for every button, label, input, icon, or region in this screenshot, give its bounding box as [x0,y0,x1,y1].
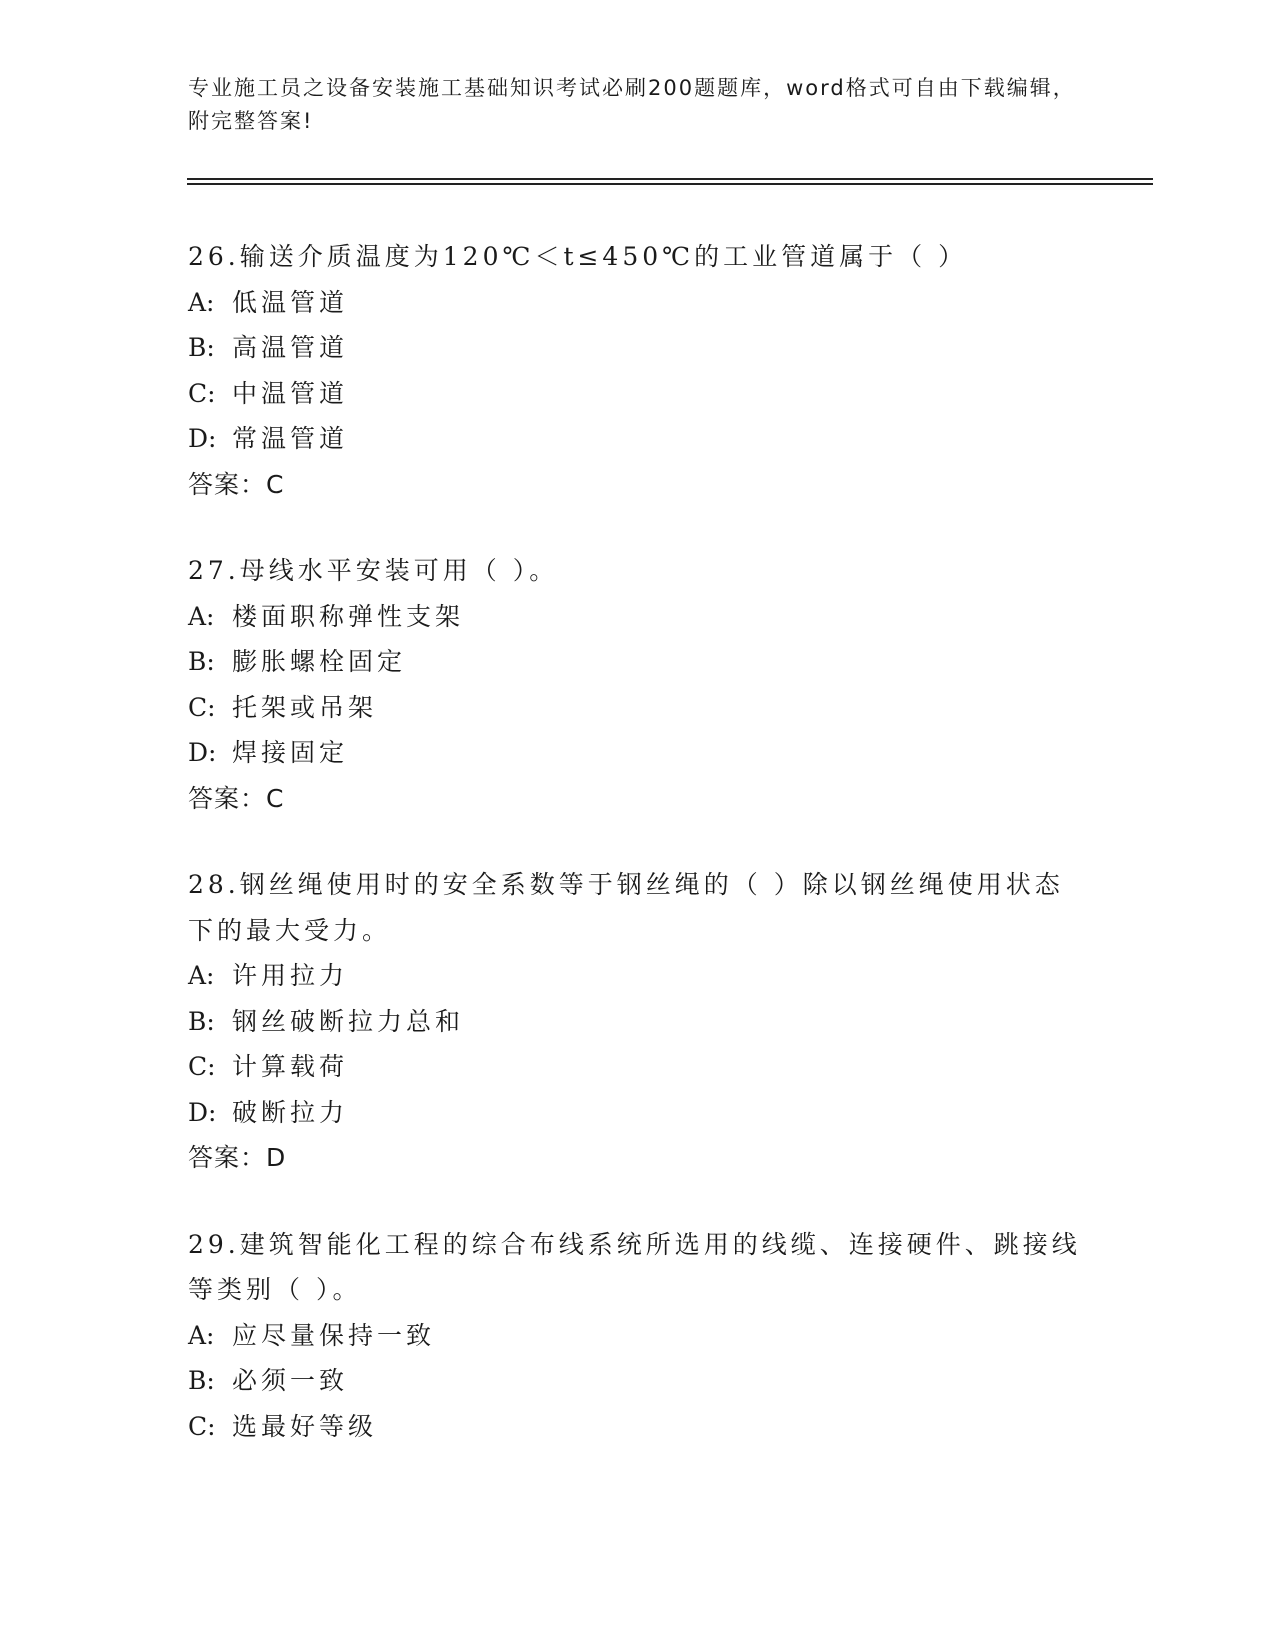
option-d [188,416,1088,462]
question-text: 26.输送介质温度为120℃＜t≤450℃的工业管道属于（ ） [188,242,968,271]
answer-line [188,776,1088,822]
option-b [188,1358,1088,1404]
option-letter: D: [188,738,217,767]
option-letter: A: [188,601,215,631]
option-letter: C: [188,692,216,722]
document-header: 专业施工员之设备安装施工基础知识考试必刷200题题库，word格式可自由下载编辑，附完整答案! [188,76,1076,133]
option-text: 必须一致 [232,1366,349,1395]
option-b [188,639,1088,685]
answer-line [188,462,1088,508]
question-29 [188,1222,1088,1450]
option-c [188,371,1088,417]
option-letter: A: [188,1320,215,1350]
answer-value: D [266,1143,287,1172]
option-c [188,1404,1088,1450]
option-text: 常温管道 [232,424,349,453]
option-letter: B: [188,647,215,676]
option-text: 破断拉力 [232,1097,349,1127]
option-text: 高温管道 [232,333,349,362]
option-text: 膨胀螺栓固定 [232,647,407,676]
option-a [188,594,1088,640]
question-27 [188,548,1088,821]
answer-line [188,1135,1088,1181]
option-d [188,1090,1088,1136]
option-text: 低温管道 [232,287,349,317]
option-letter: A: [188,961,215,990]
option-a [188,1313,1088,1359]
question-28 [188,862,1088,1181]
question-text: 27.母线水平安装可用（ ）。 [188,556,559,585]
header-rule-top [187,178,1153,180]
option-text: 焊接固定 [232,738,349,767]
option-text: 计算载荷 [232,1052,349,1081]
option-b [188,325,1088,371]
header-rule-bottom [187,183,1153,185]
option-letter: B: [188,333,215,362]
option-letter: A: [188,287,215,317]
question-list [188,234,1088,1490]
option-letter: C: [188,1411,216,1441]
option-text: 中温管道 [232,378,349,408]
option-letter: B: [188,1366,215,1395]
answer-label: 答案： [188,469,267,499]
option-text: 托架或吊架 [232,692,378,722]
answer-value: C [266,783,285,813]
answer-label: 答案： [188,783,267,813]
question-26 [188,234,1088,507]
option-text: 应尽量保持一致 [232,1320,436,1350]
option-a [188,280,1088,326]
option-c [188,1044,1088,1090]
option-text: 楼面职称弹性支架 [232,601,465,631]
option-d [188,730,1088,776]
option-letter: D: [188,1097,217,1127]
option-letter: D: [188,424,217,453]
option-letter: B: [188,1006,215,1036]
option-b [188,999,1088,1045]
option-text: 许用拉力 [232,961,349,990]
option-letter: C: [188,378,216,408]
question-text: 29.建筑智能化工程的综合布线系统所选用的线缆、连接硬件、跳接线等类别（ ）。 [188,1229,1081,1304]
question-text: 28.钢丝绳使用时的安全系数等于钢丝绳的（ ）除以钢丝绳使用状态下的最大受力。 [188,870,1064,945]
option-letter: C: [188,1052,216,1081]
answer-label: 答案： [188,1143,267,1172]
option-text: 选最好等级 [232,1411,378,1441]
option-c [188,685,1088,731]
option-text: 钢丝破断拉力总和 [232,1006,465,1036]
option-a [188,953,1088,999]
answer-value: C [266,469,285,499]
